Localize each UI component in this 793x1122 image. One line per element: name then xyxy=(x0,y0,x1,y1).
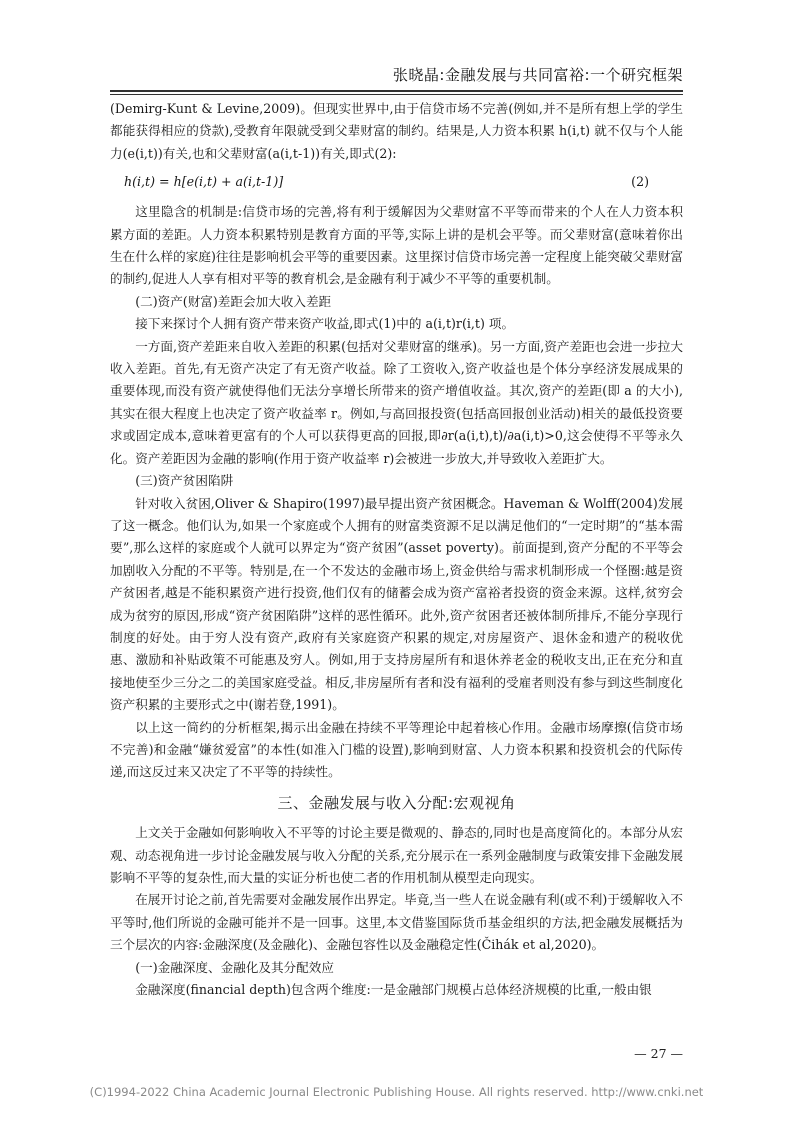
header-rule xyxy=(110,90,683,92)
header-rule-thin xyxy=(110,94,683,95)
article-body xyxy=(110,98,683,1001)
paragraph: 上文关于金融如何影响收入不平等的讨论主要是微观的、静态的,同时也是高度简化的。本部分从宏观、动态视角进一步讨论金融发展与收入分配的关系,充分展示在一系列金融制度与政策安排下金融发展影响不平等的复杂性,而大量的实证分析也使二者的作用机制从模型走向现实。 xyxy=(110,825,683,885)
paragraph: 针对收入贫困,Oliver & Shapiro(1997)最早提出资产贫困概念。Haveman & Wolff(2004)发展了这一概念。他们认为,如果一个家庭或个人拥有的财富类资源不足以满足他们的“一定时期”的“基本需要”,那么这样的家庭或个人就可以界定为“资产贫困”(asset poverty)。前面提到,资产分配的不平等会加剧收入分配的不平等。特别是,在一个不发达的金融市场上,资金供给与需求机制形成一个怪圈:越是资产贫困者,越是不能积累资产进行投资,他们仅有的储蓄会成为资产富裕者投资的资金来源。这样,贫穷会成为贫穷的原因,形成“资产贫困陷阱”这样的恶性循环。此外,资产贫困者还被体制所排斥,不能分享现行制度的好处。由于穷人没有资产,政府有关家庭资产积累的规定,对房屋资产、退休金和遗产的税收优惠、激励和补贴政策不可能惠及穷人。例如,用于支持房屋所有和退休养老金的税收支出,正在充分和直接地使至少三分之二的美国家庭受益。相反,非房屋所有者和没有福利的受雇者则没有参与到这些制度化资产积累的主要形式之中(谢若登,1991)。 xyxy=(110,495,683,713)
section-heading: 三、金融发展与收入分配:宏观视角 xyxy=(277,793,516,812)
copyright-footer: (C)1994-2022 China Academic Journal Electronic Publishing House. All rights reserved. http://www.cnki.net xyxy=(89,1085,704,1099)
subsection-heading: (一)金融深度、金融化及其分配效应 xyxy=(135,959,334,975)
equation-2 xyxy=(110,171,683,195)
page-number: — 27 — xyxy=(634,1046,683,1061)
paragraph: 一方面,资产差距来自收入差距的积累(包括对父辈财富的继承)。另一方面,资产差距也会进一步拉大收入差距。首先,有无资产决定了有无资产收益。除了工资收入,资产收益也是个体分享经济发展成果的重要体现,而没有资产就使得他们无法分享增长所带来的资产增值收益。其次,资产的差距(即 a 的大小),其实在很大程度上也决定了资产收益率 r。例如,与高回报投资(包括高回报创业活动)相关的最低投资要求或固定成本,意味着更富有的个人可以获得更高的回报,即∂r(a(i,t),t)/∂a(i,t)>0,这会使得不平等永久化。资产差距因为金融的影响(作用于资产收益率 r)会被进一步放大,并导致收入差距扩大。 xyxy=(110,338,683,466)
paragraph: 以上这一简约的分析框架,揭示出金融在持续不平等理论中起着核心作用。金融市场摩擦(信贷市场不完善)和金融“嫌贫爱富”的本性(如准入门槛的设置),影响到财富、人力资本积累和投资机会的代际传递,而这反过来又决定了不平等的持续性。 xyxy=(110,719,683,780)
paragraph: 接下来探讨个人拥有资产带来资产收益,即式(1)中的 a(i,t)r(i,t) 项。 xyxy=(135,316,515,332)
paragraph: (Demirg-Kunt & Levine,2009)。但现实世界中,由于信贷市场不完善(例如,并不是所有想上学的学生都能获得相应的贷款),受教育年限就受到父辈财富的制约。结果是,人力资本积累 h(i,t) 就不仅与个人能力(e(i,t))有关,也和父辈财富(a(i,t-1))有关,即式(2): xyxy=(110,101,683,161)
equation-text: h(i,t) = h[e(i,t) + a(i,t-1)] xyxy=(124,174,284,190)
subsection-heading: (三)资产贫困陷阱 xyxy=(135,473,234,489)
running-title: 张晓晶:金融发展与共同富裕:一个研究框架 xyxy=(392,66,683,84)
paragraph: 在展开讨论之前,首先需要对金融发展作出界定。毕竟,当一些人在说金融有利(或不利)于缓解收入不平等时,他们所说的金融可能并不是一回事。这里,本文借鉴国际货币基金组织的方法,把金融发展概括为三个层次的内容:金融深度(及金融化)、金融包容性以及金融稳定性(Čihák et al,2020)。 xyxy=(110,892,683,953)
subsection-heading: (二)资产(财富)差距会加大收入差距 xyxy=(135,293,332,309)
equation-number: (2) xyxy=(631,174,649,190)
paragraph: 金融深度(financial depth)包含两个维度:一是金融部门规模占总体经济规模的比重,一般由银 xyxy=(135,982,652,998)
paragraph: 这里隐含的机制是:信贷市场的完善,将有利于缓解因为父辈财富不平等而带来的个人在人力资本积累方面的差距。人力资本积累特别是教育方面的平等,实际上讲的是机会平等。而父辈财富(意味着你出生在什么样的家庭)往往是影响机会平等的重要因素。这里探讨信贷市场完善一定程度上能突破父辈财富的制约,促进人人享有相对平等的教育机会,是金融有利于减少不平等的重要机制。 xyxy=(110,204,683,287)
